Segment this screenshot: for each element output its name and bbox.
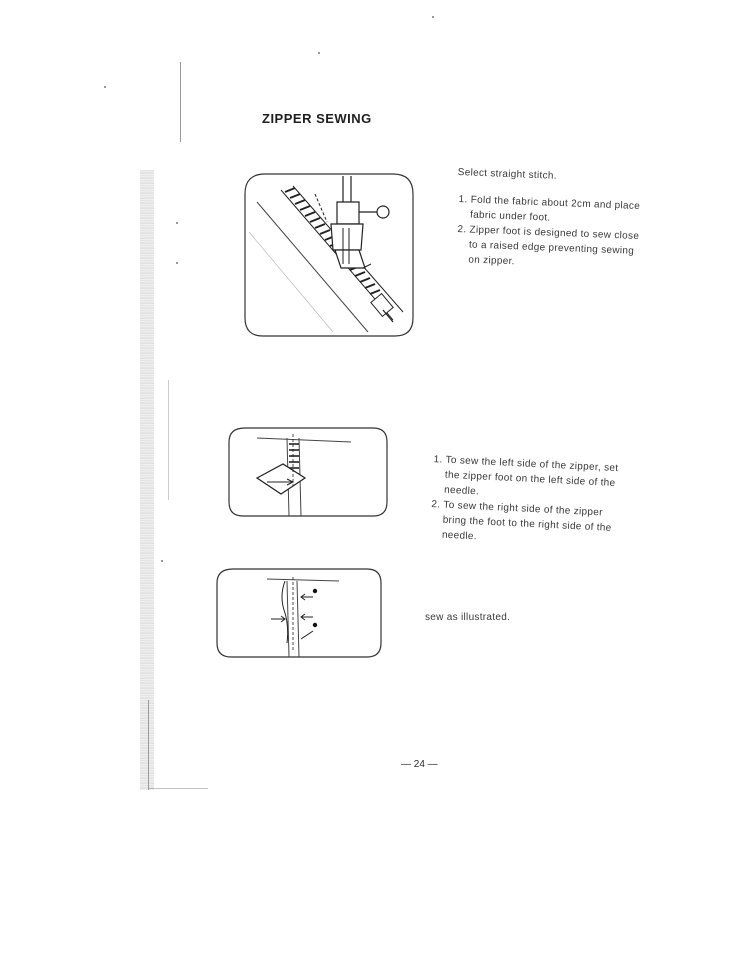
margin-line <box>148 700 149 790</box>
instruction-list <box>454 192 647 274</box>
scan-edge-shadow <box>140 170 154 790</box>
scan-speck <box>176 262 178 264</box>
instruction-list <box>428 452 627 551</box>
scan-speck <box>104 86 106 88</box>
scan-speck <box>176 222 178 224</box>
instructions-foot-setup <box>454 165 648 274</box>
page-number: — 24 — <box>401 759 438 770</box>
zipper-left-side-illustration <box>227 426 389 518</box>
instructions-sew-illustrated: sew as illustrated. <box>425 612 511 623</box>
zipper-foot-illustration <box>243 172 415 338</box>
sewing-path-illustration <box>215 567 383 659</box>
page-title: ZIPPER SEWING <box>262 111 372 126</box>
scan-speck <box>161 560 163 562</box>
margin-line <box>148 788 208 789</box>
margin-line <box>180 62 181 142</box>
scan-speck <box>432 16 434 18</box>
scan-speck <box>318 52 320 54</box>
stitch-selection-text: Select straight stitch. <box>457 166 558 182</box>
instructions-zipper-sides <box>428 452 627 551</box>
instruction-step: 1. Fold the fabric about 2cm and place fabric under foot. <box>470 193 647 230</box>
instruction-step: 1. To sew the left side of the zipper, set the zipper foot on the left side of the needle. <box>444 453 627 507</box>
instruction-step: 2. Zipper foot is designed to sew close to a raised edge preventing sewing on zipper. <box>468 222 646 274</box>
margin-line <box>168 380 169 500</box>
instruction-step: 2. To sew the right side of the zipper bring the foot to the right side of the needle. <box>442 498 625 552</box>
